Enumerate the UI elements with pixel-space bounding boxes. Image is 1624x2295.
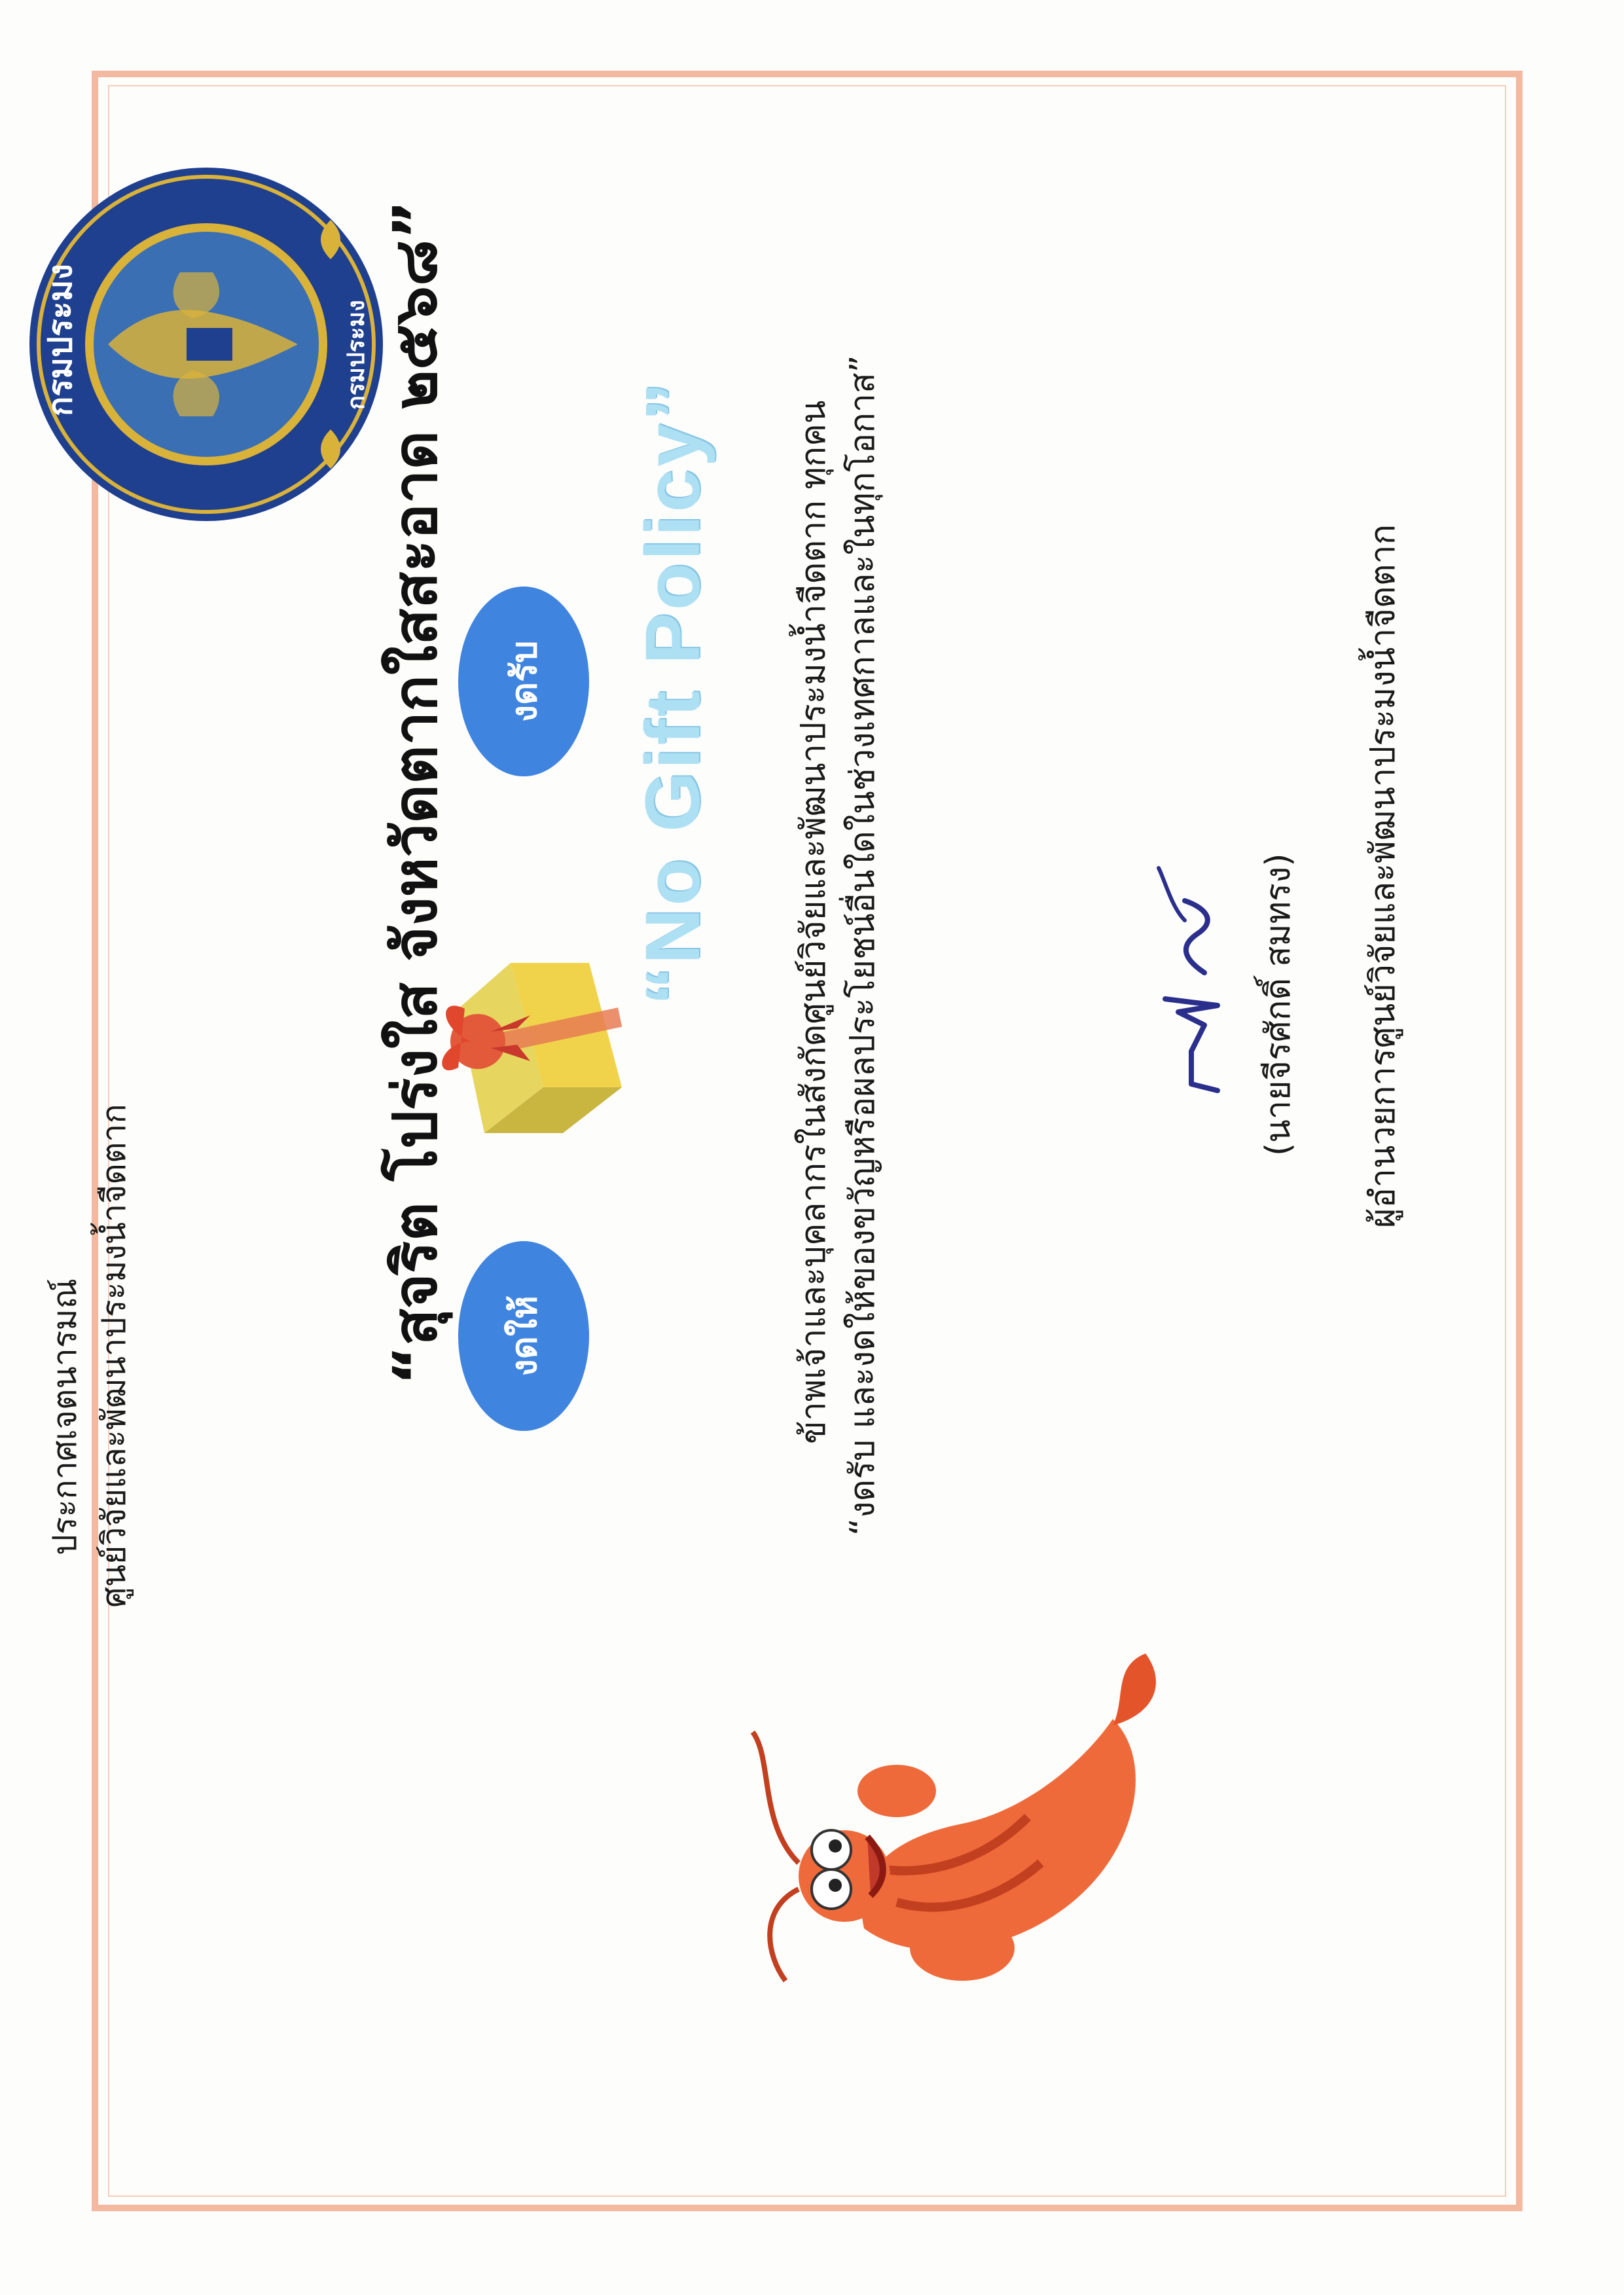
logo-arc-bottom: กรมประมง: [343, 300, 370, 410]
header-line-2: ศูนย์วิจัยและพัฒนาประมงน้ำจืดตาก: [95, 1104, 133, 1608]
handwritten-signature: [1106, 855, 1250, 1104]
document-title: “สุจริต โปร่งใส จังหวัดตากใสสะอาด ๒๕๖๘”: [380, 200, 450, 1385]
no-give-ellipse: งดให้: [458, 1241, 589, 1431]
signatory-name: (นายจีรศักดิ์ สมทรง): [1259, 853, 1298, 1156]
signatory-position: ผู้อำนวยการศูนย์วิจัยและพัฒนาประมงน้ำจืดตาก: [1363, 524, 1403, 1228]
header-line-1: ประกาศเจตนารมณ์: [46, 1278, 84, 1555]
body-line-2: “งดรับ และงดให้ของขวัญหรือผลประโยชน์อื่นใดในช่วงเทศกาลและในทุกโอกาส”: [843, 355, 882, 1536]
logo-arc-top: กรมประมง: [41, 264, 79, 416]
shrimp-mascot-icon: [746, 1640, 1204, 2007]
gift-box-icon: [432, 950, 628, 1159]
no-receive-ellipse: งดรับ: [458, 587, 589, 776]
body-line-1: ข้าพเจ้าและบุคลากรในสังกัดศูนย์วิจัยและพัฒนาประมงน้ำจืดตาก ทุกคน: [794, 400, 833, 1444]
department-logo: [23, 161, 389, 528]
no-gift-policy-slogan: “No Gift Policy”: [630, 380, 716, 1005]
